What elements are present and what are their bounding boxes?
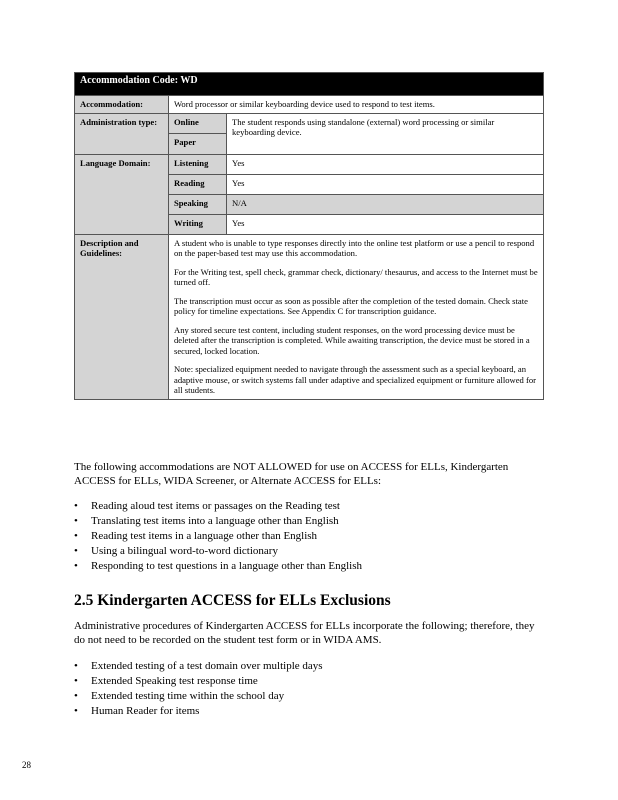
admin-type-description: The student responds using standalone (external) word processing or similar keyboarding device. [227, 113, 544, 154]
domain-speaking: Speaking [169, 194, 227, 214]
domain-speaking-value: N/A [227, 194, 544, 214]
admin-type-paper: Paper [169, 134, 227, 155]
list-item: • Extended testing of a test domain over multiple days [74, 659, 323, 674]
domain-reading-value: Yes [227, 174, 544, 194]
list-item: • Human Reader for items [74, 704, 323, 719]
list-item: • Using a bilingual word-to-word dictionary [74, 544, 362, 559]
description-guidelines-content [169, 234, 544, 399]
administration-type-label: Administration type: [75, 113, 169, 154]
list-item: • Translating test items into a language other than English [74, 514, 362, 529]
list-item: • Reading test items in a language other than English [74, 529, 362, 544]
not-allowed-intro: The following accommodations are NOT ALLOWED for use on ACCESS for ELLs, Kindergarten ACCESS for ELLs, WIDA Screener, or Alternate ACCESS for ELLs: [74, 461, 509, 487]
domain-listening: Listening [169, 154, 227, 174]
section-heading: 2.5 Kindergarten ACCESS for ELLs Exclusions [74, 592, 391, 609]
admin-type-online: Online [169, 113, 227, 134]
accommodation-code-header: Accommodation Code: WD [75, 73, 544, 96]
description-paragraph: A student who is unable to type responses directly into the online test platform or use a pencil to respond on the paper-based test may use this accommodation. [174, 237, 535, 258]
page-number: 28 [22, 760, 31, 770]
domain-writing-value: Yes [227, 214, 544, 234]
accommodation-value: Word processor or similar keyboarding device used to respond to test items. [169, 96, 544, 114]
not-allowed-list [74, 499, 362, 574]
domain-listening-value: Yes [227, 154, 544, 174]
language-domain-label: Language Domain: [75, 154, 169, 234]
list-item: • Reading aloud test items or passages on the Reading test [74, 499, 362, 514]
accommodation-table [74, 72, 544, 400]
description-guidelines-label: Description and Guidelines: [75, 234, 169, 399]
domain-writing: Writing [169, 214, 227, 234]
exclusions-list [74, 659, 323, 719]
accommodation-label: Accommodation: [75, 96, 169, 114]
list-item: • Responding to test questions in a language other than English [74, 559, 362, 574]
description-paragraph: The transcription must occur as soon as possible after the completion of the tested domain. Check state policy for timeline expectations. See Appendix C for transcription guidance. [174, 295, 528, 316]
description-paragraph: Any stored secure test content, including student responses, on the word processing device must be deleted after the transcription is completed. While awaiting transcription, the device must be stored in a secured, locked location. [174, 324, 530, 356]
list-item: • Extended testing time within the school day [74, 689, 323, 704]
domain-reading: Reading [169, 174, 227, 194]
section-intro: Administrative procedures of Kindergarten ACCESS for ELLs incorporate the following; therefore, they do not need to be recorded on the student test form or in WIDA AMS. [74, 620, 535, 646]
list-item: • Extended Speaking test response time [74, 674, 323, 689]
description-paragraph: For the Writing test, spell check, grammar check, dictionary/ thesaurus, and access to the Internet must be turned off. [174, 266, 538, 287]
description-paragraph: Note: specialized equipment needed to navigate through the assessment such as a special keyboard, an adaptive mouse, or switch systems fall under adaptive and specialized equipment or furniture allowed for all students. [174, 364, 537, 395]
